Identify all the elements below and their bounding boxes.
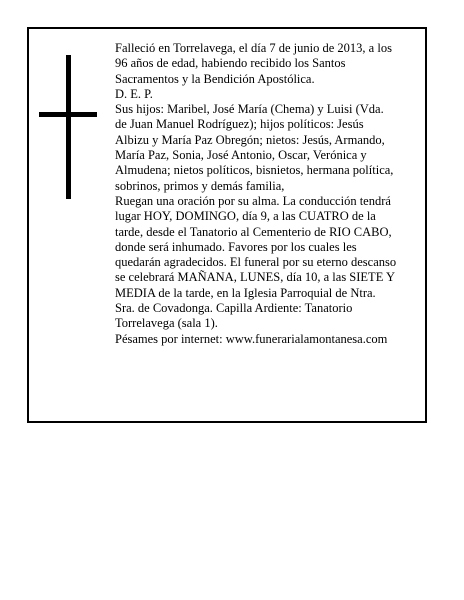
- obituary-text: [115, 41, 427, 347]
- text-line: Torrelavega (sala 1).: [115, 316, 218, 331]
- text-line: se celebrará MAÑANA, LUNES, día 10, a las SIETE Y: [115, 270, 396, 285]
- text-line: MEDIA de la tarde, en la Iglesia Parroquial de Ntra.: [115, 285, 376, 300]
- condolences-line: Pésames por internet: www.funerarialamontanesa.com: [115, 331, 388, 346]
- text-line: Albizu y María Paz Obregón; nietos: Jesús, Armando,: [115, 132, 385, 147]
- text-line: quedarán agradecidos. El funeral por su eterno descanso: [115, 255, 397, 270]
- text-line: Sus hijos: Maribel, José María (Chema) y Luisi (Vda.: [115, 102, 384, 117]
- text-line: tarde, desde el Tanatorio al Cementerio de RIO CABO,: [115, 224, 392, 239]
- latin-cross-icon: [39, 55, 97, 199]
- text-line: Ruegan una oración por su alma. La conducción tendrá: [115, 193, 391, 208]
- text-line: donde será inhumado. Favores por los cuales les: [115, 239, 357, 254]
- cross-horizontal-bar: [39, 112, 97, 117]
- text-line: Almudena; nietos políticos, bisnietos, hermana política,: [115, 163, 394, 178]
- text-line: Falleció en Torrelavega, el día 7 de junio de 2013, a los: [115, 41, 392, 55]
- cross-vertical-bar: [66, 55, 71, 199]
- text-line: sobrinos, primos y demás familia,: [115, 178, 285, 193]
- text-line: lugar HOY, DOMINGO, día 9, a las CUATRO de la: [115, 209, 376, 224]
- text-line: María Paz, Sonia, José Antonio, Oscar, Verónica y: [115, 148, 367, 163]
- text-line: 96 años de edad, habiendo recibido los Santos: [115, 56, 346, 71]
- text-line: de Juan Manuel Rodríguez); hijos políticos: Jesús: [115, 117, 364, 132]
- text-line: Sacramentos y la Bendición Apostólica.: [115, 71, 315, 86]
- text-line: Sra. de Covadonga. Capilla Ardiente: Tanatorio: [115, 301, 353, 316]
- obituary-notice: [27, 27, 427, 423]
- dep-line: D. E. P.: [115, 86, 153, 101]
